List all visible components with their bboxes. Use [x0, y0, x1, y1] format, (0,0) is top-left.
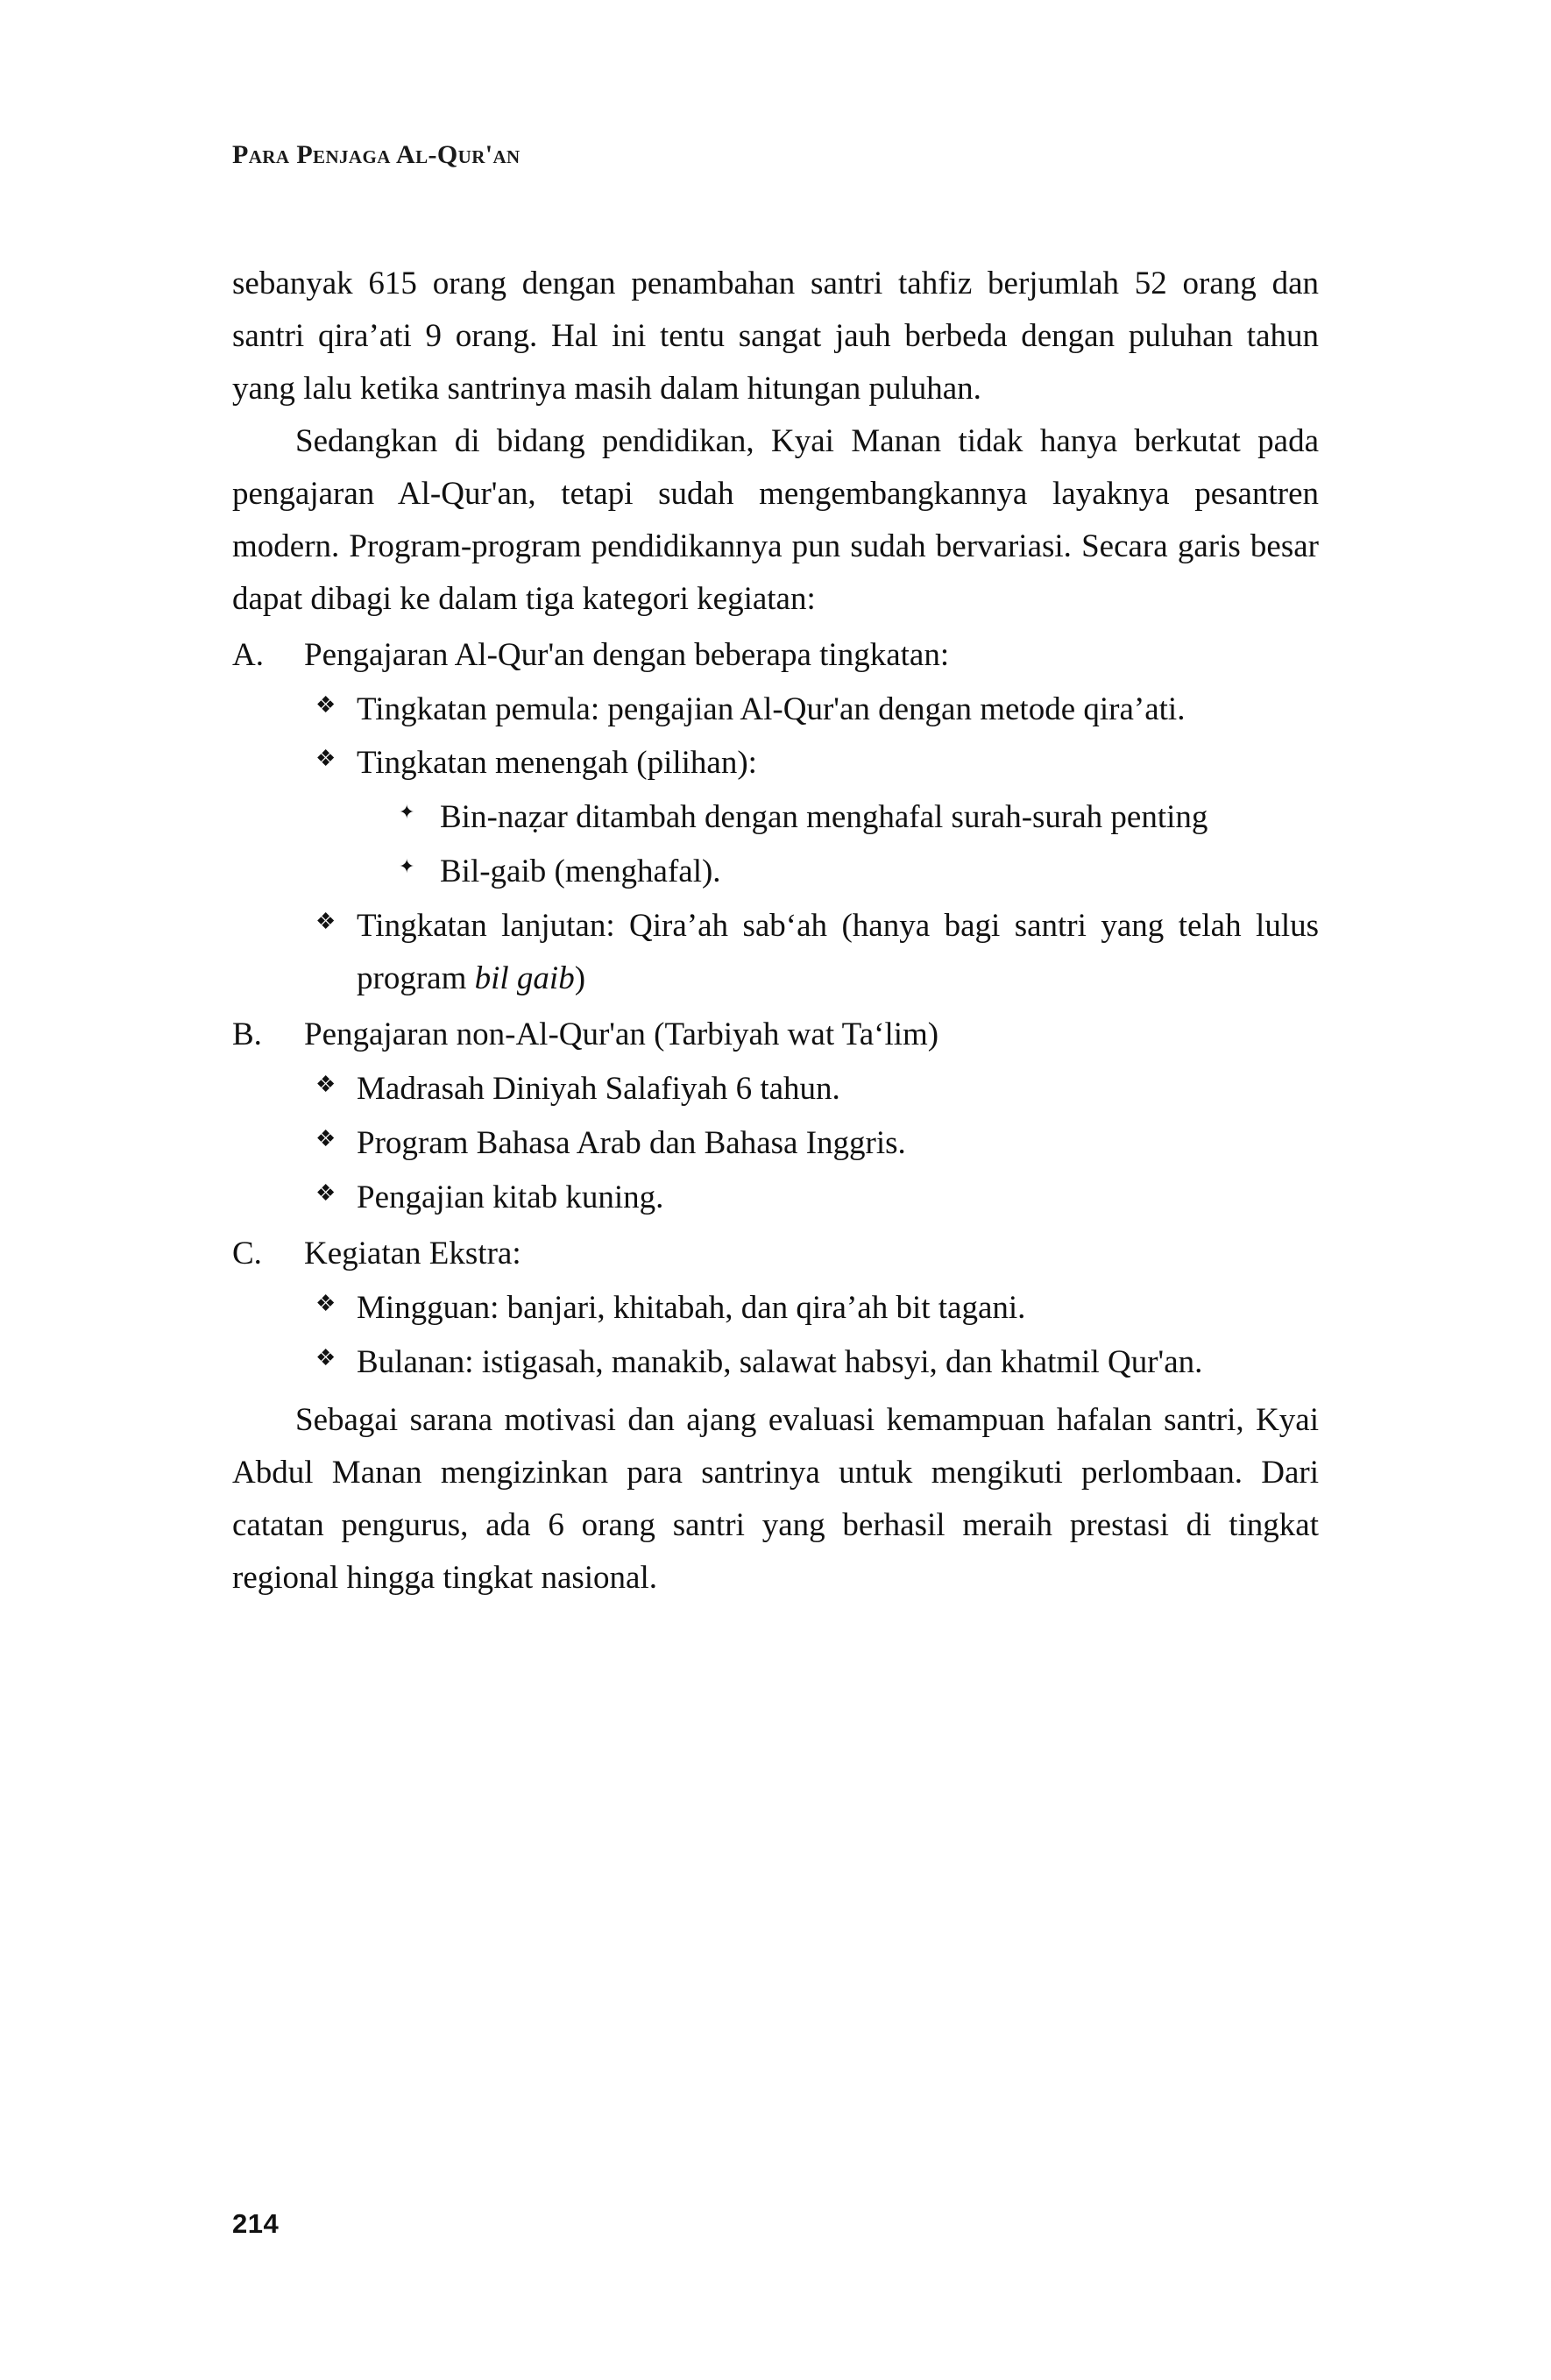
list-item-text-after: ) — [574, 960, 586, 997]
list-b-marker: B. — [232, 1016, 262, 1053]
list-item-label: Pengajian kitab kuning. — [357, 1179, 664, 1215]
list-a-marker: A. — [232, 636, 264, 673]
list-item-label: Madrasah Diniyah Salafiyah 6 tahun. — [357, 1071, 840, 1108]
paragraph-1: sebanyak 615 orang dengan penambahan santri tahfiz berjumlah 52 orang dan santri qira’ati 9 orang. Hal ini tentu sangat jauh berbeda dengan puluhan tahun yang lalu ketika santrinya masih dalam hitungan puluhan. — [232, 266, 1319, 407]
closing-paragraph-block — [232, 1394, 1319, 1604]
sub-list-item — [399, 791, 1319, 844]
list-item-label: Tingkatan pemula: pengajian Al-Qur'an dengan metode qira’ati. — [357, 691, 1186, 727]
list-a-bullets — [232, 684, 1319, 1006]
list-item — [315, 900, 1319, 1005]
list-item-label: Bulanan: istigasah, manakib, salawat habsyi, dan khatmil Qur'an. — [357, 1343, 1203, 1380]
list-item-label: Program Bahasa Arab dan Bahasa Inggris. — [357, 1125, 906, 1161]
diamond-bullet-icon: ❖ — [315, 1179, 336, 1206]
list-item — [315, 1172, 1319, 1224]
sub-list-item-label: Bin-naẓar ditambah dengan menghafal surah-surah penting — [440, 799, 1208, 836]
sub-list-item — [399, 846, 1319, 898]
diamond-bullet-icon: ❖ — [315, 1072, 336, 1098]
list-a-text: Pengajaran Al-Qur'an dengan beberapa tingkatan: — [304, 636, 950, 673]
diamond-bullet-icon: ❖ — [315, 909, 336, 935]
list-item — [315, 1063, 1319, 1116]
list-item-label — [357, 900, 1319, 1005]
list-c-marker: C. — [232, 1235, 262, 1271]
page-number: 214 — [232, 2208, 280, 2239]
list-item — [315, 737, 1319, 790]
diamond-bullet-icon: ❖ — [315, 1126, 336, 1151]
list-c-bullets — [232, 1282, 1319, 1389]
list-item-text-before: Tingkatan lanjutan: Qira’ah sab‘ah (hanya bagi santri yang telah lulus program — [357, 908, 1319, 997]
running-head: Para Penjaga Al-Qur'an — [232, 140, 521, 169]
paragraph-2: Sedangkan di bidang pendidikan, Kyai Manan tidak hanya berkutat pada pengajaran Al-Qur'an, tetapi sudah mengembangkannya layaknya pesantren modern. Program-program pendidikannya pun sudah bervariasi. Secara garis besar dapat dibagi ke dalam tiga kategori kegiatan: — [232, 422, 1319, 617]
body-text — [232, 258, 1319, 1604]
diamond-bullet-icon: ❖ — [315, 1290, 336, 1316]
list-b-heading — [232, 1009, 1319, 1061]
list-item — [315, 684, 1319, 736]
list-b-text: Pengajaran non-Al-Qur'an (Tarbiyah wat Ta‘lim) — [304, 1016, 939, 1053]
list-item-b — [232, 1009, 1319, 1224]
list-item-c — [232, 1228, 1319, 1389]
diamond-bullet-icon: ❖ — [315, 691, 336, 718]
list-item — [315, 1336, 1319, 1389]
list-item-a — [232, 629, 1319, 1006]
list-c-heading — [232, 1228, 1319, 1280]
diamond-bullet-icon: ❖ — [315, 746, 336, 772]
small-diamond-bullet-icon: ✦ — [399, 801, 415, 824]
small-diamond-bullet-icon: ✦ — [399, 855, 415, 878]
paragraph-3: Sebagai sarana motivasi dan ajang evaluasi kemampuan hafalan santri, Kyai Abdul Manan mengizinkan para santrinya untuk mengikuti perlombaan. Dari catatan pengurus, ada 6 orang santri yang berhasil meraih prestasi di tingkat regional hingga tingkat nasional. — [232, 1401, 1319, 1596]
list-b-bullets — [232, 1063, 1319, 1224]
page-content — [232, 0, 1319, 1604]
list-item-label: Mingguan: banjari, khitabah, dan qira’ah bit tagani. — [357, 1289, 1026, 1326]
diamond-bullet-icon: ❖ — [315, 1344, 336, 1371]
sub-list-item-label: Bil-gaib (menghafal). — [440, 854, 721, 890]
list-item — [315, 1117, 1319, 1170]
list-c-text: Kegiatan Ekstra: — [304, 1235, 521, 1271]
list-a-heading — [232, 629, 1319, 682]
list-item — [315, 1282, 1319, 1335]
list-item-italic-term: bil gaib — [474, 960, 575, 997]
list-item-label: Tingkatan menengah (pilihan): — [357, 745, 757, 782]
